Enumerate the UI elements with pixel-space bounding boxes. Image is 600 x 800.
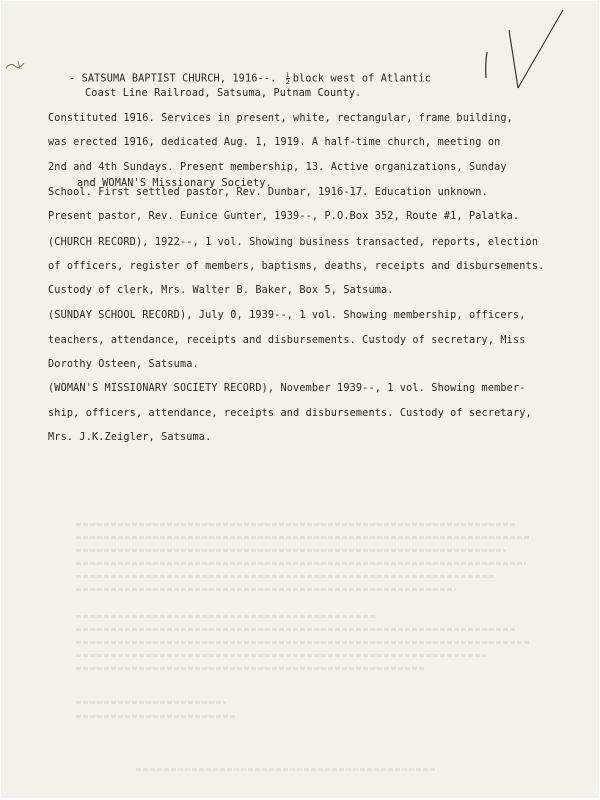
bleed-through-text	[76, 523, 546, 778]
title-dash: -	[69, 73, 82, 85]
church-record-line-3: Custody of clerk, Mrs. Walter B. Baker, Box 5, Satsuma.	[48, 285, 394, 296]
document-title: SATSUMA BAPTIST CHURCH, 1916--.	[81, 73, 277, 85]
paragraph-line-4: School. First settled pastor, Rev. Dunbar, 1916-17. Education unknown.	[48, 187, 488, 198]
pencil-mark-icon	[4, 58, 30, 72]
fraction-denominator: 2	[285, 78, 290, 86]
paragraph-line-3: 2nd and 4th Sundays. Present membership, 13. Active organizations, Sunday	[48, 162, 507, 173]
header-line-2: Coast Line Railroad, Satsuma, Putnam County.	[85, 88, 362, 99]
sunday-school-record-line-3: Dorothy Osteen, Satsuma.	[48, 359, 199, 370]
header-line-1	[69, 72, 431, 85]
church-record-line-2: of officers, register of members, baptisms, deaths, receipts and disbursements.	[48, 261, 545, 272]
paragraph-line-2: was erected 1916, dedicated Aug. 1, 1919. A half-time church, meeting on	[48, 137, 501, 148]
wms-record-line-3: Mrs. J.K.Zeigler, Satsuma.	[48, 432, 212, 443]
fraction-numerator: 1	[285, 71, 290, 79]
pencil-check-mark-icon	[475, 6, 565, 90]
wms-record-line-1: (WOMAN'S MISSIONARY SOCIETY RECORD), November 1939--, 1 vol. Showing member-	[48, 383, 526, 394]
sunday-school-record-line-2: teachers, attendance, receipts and disbursements. Custody of secretary, Miss	[48, 335, 526, 346]
paragraph-line-5: Present pastor, Rev. Eunice Gunter, 1939--, P.O.Box 352, Route #1, Palatka.	[48, 211, 520, 222]
paragraph-line-1: Constituted 1916. Services in present, white, rectangular, frame building,	[48, 113, 513, 124]
paragraph-insertion: and WOMAN'S Missionary Society.	[77, 178, 272, 189]
fraction	[286, 72, 290, 85]
header-rest: block west of Atlantic	[292, 73, 431, 85]
church-record-line-1: (CHURCH RECORD), 1922--, 1 vol. Showing business transacted, reports, election	[48, 237, 539, 248]
document-page	[1, 1, 599, 798]
wms-record-line-2: ship, officers, attendance, receipts and disbursements. Custody of secretary,	[48, 408, 532, 419]
sunday-school-record-line-1: (SUNDAY SCHOOL RECORD), July 0, 1939--, 1 vol. Showing membership, officers,	[48, 310, 526, 321]
